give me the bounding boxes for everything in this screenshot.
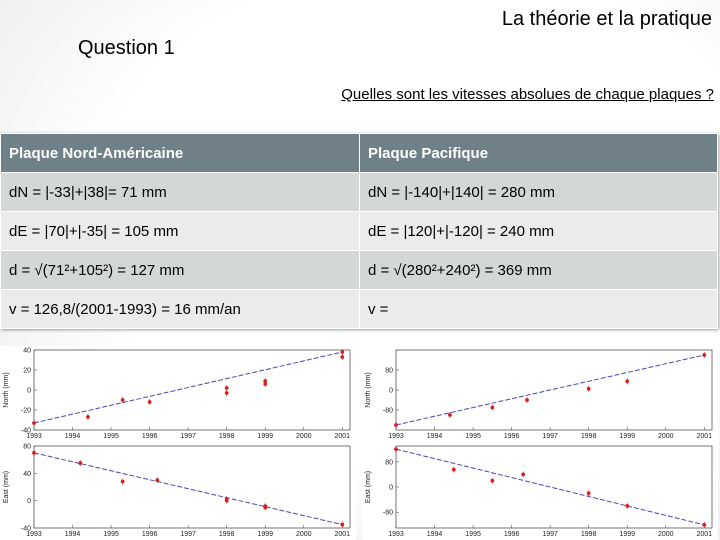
table-row bbox=[1, 290, 718, 329]
x-tick-label: 1998 bbox=[580, 531, 597, 538]
data-point bbox=[78, 461, 82, 465]
x-tick-label: 2000 bbox=[295, 433, 312, 440]
plot-background bbox=[0, 346, 356, 442]
plates-table bbox=[0, 133, 718, 329]
data-point bbox=[225, 499, 229, 503]
x-tick-label: 1994 bbox=[64, 433, 81, 440]
plot-na-east bbox=[0, 442, 356, 540]
data-point bbox=[340, 523, 344, 527]
x-tick-label: 1993 bbox=[388, 531, 404, 538]
x-tick-label: 1997 bbox=[542, 433, 558, 440]
y-axis-label: East (mm) bbox=[365, 470, 372, 504]
table-header-row bbox=[1, 134, 718, 173]
data-point bbox=[155, 478, 159, 482]
data-point bbox=[32, 451, 36, 455]
table-row bbox=[1, 173, 718, 212]
table-cell: d = √(71²+105²) = 127 mm bbox=[1, 251, 360, 290]
data-point bbox=[587, 387, 591, 391]
x-tick-label: 2000 bbox=[657, 433, 674, 440]
y-tick-label: 20 bbox=[23, 367, 31, 375]
plot-background bbox=[362, 346, 718, 442]
header-pacific: Plaque Pacifique bbox=[360, 134, 718, 173]
table-cell: d = √(280²+240²) = 369 mm bbox=[360, 251, 718, 290]
x-tick-label: 1994 bbox=[426, 531, 443, 538]
x-tick-label: 1995 bbox=[465, 433, 481, 440]
data-point bbox=[225, 386, 229, 390]
y-tick-label: 80 bbox=[385, 459, 393, 467]
y-tick-label: 80 bbox=[23, 443, 31, 451]
y-tick-label: 0 bbox=[389, 484, 393, 492]
y-tick-label: 0 bbox=[27, 498, 31, 506]
table-row bbox=[1, 251, 718, 290]
y-axis-label: East (mm) bbox=[3, 470, 10, 504]
data-point bbox=[525, 398, 529, 402]
data-point bbox=[702, 353, 706, 357]
data-point bbox=[625, 504, 629, 508]
data-point bbox=[263, 379, 267, 383]
x-tick-label: 1994 bbox=[426, 433, 443, 440]
data-point bbox=[121, 398, 125, 402]
slide-title: La théorie et la pratique bbox=[501, 8, 712, 30]
data-point bbox=[121, 480, 125, 484]
x-tick-label: 2000 bbox=[657, 531, 674, 538]
x-tick-label: 2001 bbox=[696, 531, 713, 538]
x-tick-label: 2000 bbox=[295, 531, 312, 538]
data-point bbox=[225, 391, 229, 395]
x-tick-label: 1993 bbox=[388, 433, 404, 440]
x-tick-label: 1999 bbox=[257, 531, 274, 538]
x-tick-label: 1999 bbox=[619, 433, 636, 440]
y-tick-label: -80 bbox=[382, 407, 393, 415]
x-tick-label: 1996 bbox=[503, 433, 520, 440]
data-point bbox=[625, 379, 629, 383]
y-tick-label: 0 bbox=[389, 387, 393, 395]
x-tick-label: 1995 bbox=[103, 433, 119, 440]
x-tick-label: 1993 bbox=[26, 433, 42, 440]
x-tick-label: 1996 bbox=[141, 433, 158, 440]
x-tick-label: 1995 bbox=[103, 531, 119, 538]
data-point bbox=[490, 406, 494, 410]
x-tick-label: 1996 bbox=[141, 531, 158, 538]
x-tick-label: 1999 bbox=[619, 531, 636, 538]
plot-pa-east bbox=[362, 442, 718, 540]
y-tick-label: -80 bbox=[382, 509, 393, 517]
table-row bbox=[1, 212, 718, 251]
table-cell: dN = |-33|+|38|= 71 mm bbox=[1, 173, 360, 212]
data-point bbox=[340, 355, 344, 359]
y-tick-label: 40 bbox=[23, 347, 31, 355]
data-point bbox=[86, 415, 90, 419]
question-prompt: Quelles sont les vitesses absolues de chaque plaques ? bbox=[341, 86, 714, 103]
y-axis-label: North (mm) bbox=[365, 372, 372, 408]
x-tick-label: 1994 bbox=[64, 531, 81, 538]
data-point bbox=[263, 506, 267, 510]
y-tick-label: -40 bbox=[20, 525, 31, 533]
header-north-american: Plaque Nord-Américaine bbox=[1, 134, 360, 173]
table-cell: dN = |-140|+|140| = 280 mm bbox=[360, 173, 718, 212]
plot-background bbox=[0, 442, 356, 540]
x-tick-label: 1995 bbox=[465, 531, 481, 538]
data-point bbox=[394, 423, 398, 427]
plot-na-north bbox=[0, 346, 356, 442]
x-tick-label: 1997 bbox=[542, 531, 558, 538]
y-tick-label: -20 bbox=[20, 407, 31, 415]
x-tick-label: 1998 bbox=[580, 433, 597, 440]
data-point bbox=[394, 447, 398, 451]
data-point bbox=[587, 491, 591, 495]
question-label: Question 1 bbox=[78, 37, 175, 59]
y-tick-label: 0 bbox=[27, 387, 31, 395]
table-cell: dE = |70|+|-35| = 105 mm bbox=[1, 212, 360, 251]
x-tick-label: 1997 bbox=[180, 433, 196, 440]
data-point bbox=[32, 421, 36, 425]
data-point bbox=[148, 400, 152, 404]
y-tick-label: 80 bbox=[385, 367, 393, 375]
data-point bbox=[448, 413, 452, 417]
table-cell: dE = |120|+|-120| = 240 mm bbox=[360, 212, 718, 251]
data-point bbox=[521, 472, 525, 476]
x-tick-label: 1998 bbox=[218, 433, 235, 440]
x-tick-label: 1993 bbox=[26, 531, 42, 538]
plot-background bbox=[362, 442, 718, 540]
x-tick-label: 1997 bbox=[180, 531, 196, 538]
x-tick-label: 2001 bbox=[334, 531, 351, 538]
data-point bbox=[490, 479, 494, 483]
x-tick-label: 1996 bbox=[503, 531, 520, 538]
data-point bbox=[702, 523, 706, 527]
x-tick-label: 2001 bbox=[696, 433, 713, 440]
y-axis-label: North (mm) bbox=[3, 372, 10, 408]
data-point bbox=[452, 468, 456, 472]
plot-pa-north bbox=[362, 346, 718, 442]
table-cell: v = bbox=[360, 290, 718, 329]
x-tick-label: 1999 bbox=[257, 433, 274, 440]
data-point bbox=[340, 350, 344, 354]
y-tick-label: 40 bbox=[23, 470, 31, 478]
x-tick-label: 1998 bbox=[218, 531, 235, 538]
x-tick-label: 2001 bbox=[334, 433, 351, 440]
y-tick-label: -40 bbox=[20, 427, 31, 435]
table-cell: v = 126,8/(2001-1993) = 16 mm/an bbox=[1, 290, 360, 329]
